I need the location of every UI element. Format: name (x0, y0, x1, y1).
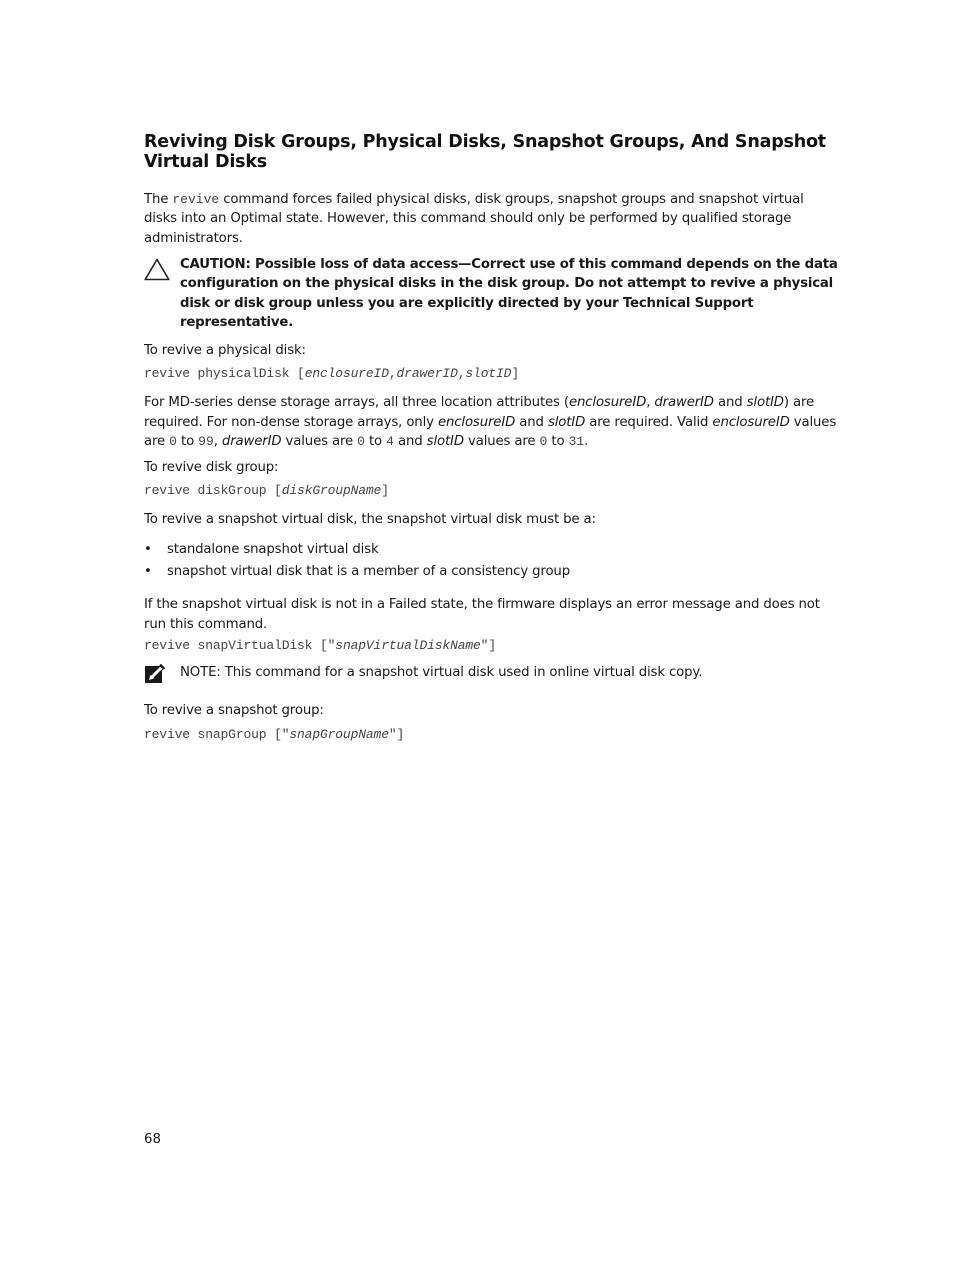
location-attributes-paragraph (144, 393, 838, 451)
note-label: NOTE: (180, 665, 221, 681)
cmd-arg-enclosure: enclosureID (304, 366, 389, 382)
bullet: • (144, 564, 152, 580)
bullet: • (144, 542, 152, 558)
text: For MD-series dense storage arrays, all three location attributes ( (144, 395, 569, 411)
text: ) are required. For non-dense storage arrays, only (144, 395, 815, 430)
cmd-arg: diskGroupName (281, 483, 382, 499)
cmd-text: revive snapVirtualDisk [" (144, 638, 336, 654)
revive-code: revive (172, 192, 220, 207)
warning-triangle-icon (144, 255, 180, 332)
note-box (144, 663, 838, 689)
note-body: This command for a snapshot virtual disk used in online virtual disk copy. (220, 665, 703, 681)
value: 0 (539, 434, 548, 450)
snapshot-vd-command (144, 637, 838, 655)
cmd-text: revive physicalDisk [ (144, 366, 305, 382)
text: to (176, 434, 199, 450)
physical-disk-lead: To revive a physical disk: (144, 343, 306, 359)
cmd-text: ] (381, 483, 389, 499)
term: slotID (547, 414, 586, 430)
term: slotID (426, 434, 464, 450)
list-item-text: snapshot virtual disk that is a member of a consistency group (167, 564, 570, 580)
cmd-sep: , (457, 366, 466, 382)
value: 31 (568, 434, 585, 450)
text: and (393, 434, 427, 450)
term: drawerID (221, 434, 282, 450)
term: enclosureID (568, 395, 647, 411)
failed-state-paragraph: If the snapshot virtual disk is not in a Failed state, the firmware displays an error message and does not run this command. (144, 597, 820, 632)
cmd-text: "] (388, 726, 405, 742)
snapshot-vd-requirements-list (144, 539, 838, 583)
caution-text: CAUTION: Possible loss of data access—Correct use of this command depends on the data configuration on the physical disks in the disk group. Do not attempt to revive a physical disk or disk group unless you are explicitly directed by your Technical Support representative. (180, 257, 838, 330)
value: 4 (386, 434, 394, 450)
pencil-note-icon (144, 663, 180, 689)
intro-text-end: command forces failed physical disks, disk groups, snapshot groups and snapshot virtual disks into an Optimal state. However, this command should only be performed by qualified storage administrators. (144, 192, 804, 246)
snapshot-vd-lead: To revive a snapshot virtual disk, the snapshot virtual disk must be a: (144, 512, 596, 528)
section-title: Reviving Disk Groups, Physical Disks, Snapshot Groups, And Snapshot Virtual Disks (144, 132, 826, 172)
value: 99 (198, 434, 214, 450)
value: 0 (357, 434, 365, 450)
cmd-arg-drawer: drawerID (396, 366, 458, 382)
text: are required. Valid (585, 414, 713, 430)
page-number: 68 (144, 1132, 161, 1147)
page-content (144, 132, 838, 744)
text: values are (144, 414, 837, 450)
term: drawerID (654, 395, 714, 411)
note-text (180, 663, 702, 682)
text: values are (463, 434, 540, 450)
cmd-arg-slot: slotID (465, 366, 512, 382)
text: , (213, 434, 222, 450)
list-item (144, 539, 838, 561)
term: slotID (746, 395, 784, 411)
text: and (515, 414, 548, 430)
text: values are (281, 434, 358, 450)
cmd-text: ] (511, 366, 519, 382)
term: enclosureID (437, 414, 516, 430)
caution-box (144, 255, 838, 332)
cmd-text: "] (480, 638, 496, 654)
physical-disk-command (144, 365, 838, 383)
list-item-text: standalone snapshot virtual disk (167, 542, 379, 558)
cmd-text: revive snapGroup [" (144, 726, 290, 742)
cmd-text: revive diskGroup [ (144, 483, 282, 499)
term: enclosureID (712, 414, 790, 430)
value: 0 (169, 434, 177, 450)
text: and (713, 395, 747, 411)
disk-group-lead: To revive disk group: (144, 459, 279, 475)
list-item (144, 561, 838, 583)
intro-paragraph (144, 190, 838, 248)
cmd-arg: snapGroupName (289, 726, 389, 742)
disk-group-command (144, 482, 838, 500)
text: . (584, 434, 589, 450)
text: , (646, 395, 655, 411)
cmd-arg: snapVirtualDiskName (335, 638, 481, 654)
snapshot-group-lead: To revive a snapshot group: (144, 703, 324, 719)
intro-text-start: The (144, 192, 173, 207)
text: to (364, 434, 387, 450)
cmd-sep: , (388, 366, 397, 382)
snapshot-group-command (144, 726, 838, 744)
text: to (547, 434, 569, 450)
